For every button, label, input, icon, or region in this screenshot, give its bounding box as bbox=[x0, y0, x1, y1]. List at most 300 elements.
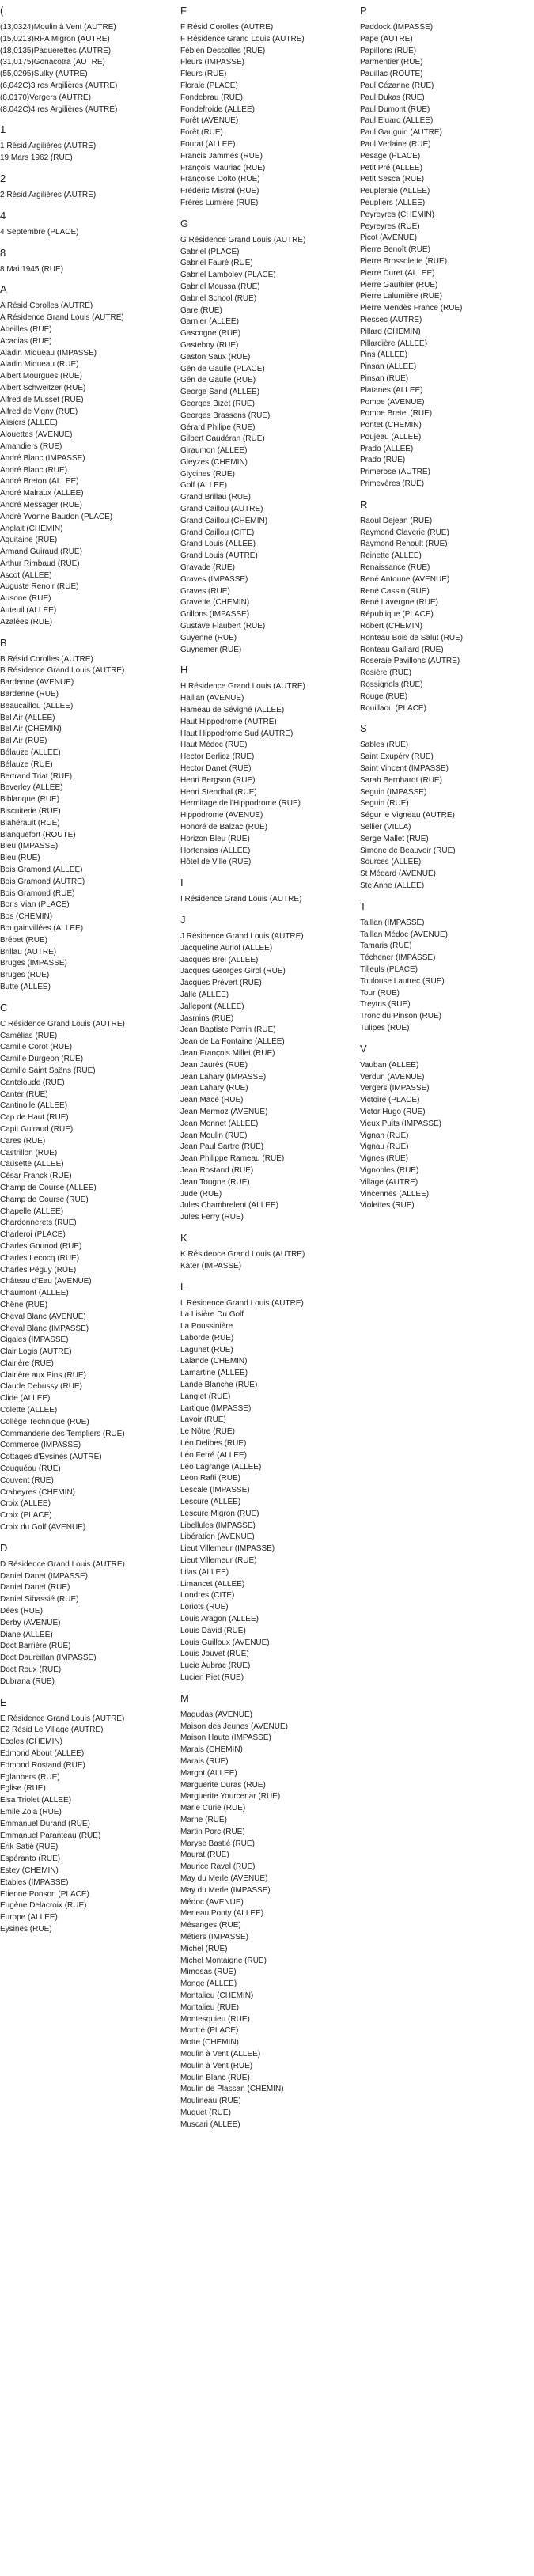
street-entry: Montré (PLACE) bbox=[180, 2026, 239, 2036]
letter-heading: T bbox=[360, 900, 366, 912]
street-entry: Sarah Bernhardt (RUE) bbox=[360, 775, 442, 785]
street-entry: Charles Lecocq (RUE) bbox=[0, 1253, 80, 1263]
street-entry: Gabriel Lamboley (PLACE) bbox=[180, 271, 276, 280]
street-entry: Grillons (IMPASSE) bbox=[180, 610, 250, 619]
street-entry: Pierre Mendès France (RUE) bbox=[360, 304, 463, 313]
street-entry: Henri Stendhal (RUE) bbox=[180, 787, 257, 797]
street-entry: Jalle (ALLEE) bbox=[180, 990, 229, 999]
street-entry: Maurice Ravel (RUE) bbox=[180, 1862, 256, 1872]
street-entry: Ste Anne (ALLEE) bbox=[360, 881, 425, 890]
street-entry: Raoul Dejean (RUE) bbox=[360, 516, 433, 525]
street-entry: Tulipes (RUE) bbox=[360, 1023, 410, 1032]
street-entry: 2 Résid Argilières (AUTRE) bbox=[0, 190, 97, 199]
street-entry: Pompe (AVENUE) bbox=[360, 397, 425, 407]
letter-section bbox=[360, 900, 534, 1035]
street-entry: Gilbert Caudéran (RUE) bbox=[180, 434, 265, 444]
street-entry: (6,042C)3 res Argilières (AUTRE) bbox=[0, 81, 118, 90]
street-entry: Vauban (ALLEE) bbox=[360, 1060, 419, 1070]
street-entry: F Résid Corolles (AUTRE) bbox=[180, 23, 274, 32]
street-entry: Jean Rostand (RUE) bbox=[180, 1165, 254, 1175]
street-entry: Vignes (RUE) bbox=[360, 1154, 408, 1164]
street-entry: Amandiers (RUE) bbox=[0, 441, 62, 451]
letter-heading: V bbox=[360, 1042, 367, 1055]
street-entry: Abeilles (RUE) bbox=[0, 324, 52, 334]
street-entry: Croix (ALLEE) bbox=[0, 1499, 51, 1509]
letter-heading: 2 bbox=[0, 172, 6, 184]
letter-section bbox=[0, 247, 176, 276]
street-entry: Doct Barrière (RUE) bbox=[0, 1642, 71, 1651]
street-entry: Taillan Médoc (AVENUE) bbox=[360, 930, 448, 939]
street-entry: Victoire (PLACE) bbox=[360, 1096, 420, 1105]
street-entry: Lieut Villemeur (IMPASSE) bbox=[180, 1544, 275, 1554]
street-entry: Croix (PLACE) bbox=[0, 1511, 52, 1521]
street-entry: Armand Guiraud (RUE) bbox=[0, 547, 82, 557]
street-entry: André Breton (ALLEE) bbox=[0, 477, 79, 487]
street-entry: Lescure (ALLEE) bbox=[180, 1498, 241, 1507]
street-entry: Moulin Blanc (RUE) bbox=[180, 2073, 250, 2082]
street-entry: Lescure Migron (RUE) bbox=[180, 1509, 259, 1518]
street-entry: Daniel Danet (RUE) bbox=[0, 1583, 70, 1593]
street-entry: Bruges (RUE) bbox=[0, 971, 50, 980]
street-entry: Seguin (IMPASSE) bbox=[360, 787, 427, 797]
street-entry: Emile Zola (RUE) bbox=[0, 1807, 62, 1816]
street-entry: Limancet (ALLEE) bbox=[180, 1579, 245, 1589]
letter-heading: B bbox=[0, 636, 7, 649]
street-entry: Georges Bizet (RUE) bbox=[180, 399, 255, 408]
street-entry: Laborde (RUE) bbox=[180, 1333, 234, 1343]
street-entry: Gérard Philipe (RUE) bbox=[180, 422, 256, 432]
street-entry: Vieux Puits (IMPASSE) bbox=[360, 1119, 441, 1128]
street-entry: Emmanuel Durand (RUE) bbox=[0, 1819, 90, 1828]
letter-section bbox=[0, 637, 176, 994]
street-entry: Léon Raffi (RUE) bbox=[180, 1474, 240, 1483]
street-entry: 8 Mai 1945 (RUE) bbox=[0, 264, 64, 274]
street-entry: Pauillac (ROUTE) bbox=[360, 70, 423, 79]
street-entry: G Résidence Grand Louis (AUTRE) bbox=[180, 235, 306, 244]
street-entry: Marne (RUE) bbox=[180, 1815, 227, 1824]
street-entry: Jean Moulin (RUE) bbox=[180, 1131, 248, 1140]
street-entry: Picot (AVENUE) bbox=[360, 233, 418, 243]
street-entry: Claude Debussy (RUE) bbox=[0, 1382, 82, 1392]
street-entry: Maurat (RUE) bbox=[180, 1851, 229, 1860]
street-entry: Camille Corot (RUE) bbox=[0, 1043, 73, 1052]
street-entry: Alfred de Vigny (RUE) bbox=[0, 407, 78, 416]
street-entry: Peupliers (ALLEE) bbox=[360, 198, 426, 207]
street-entry: Frédéric Mistral (RUE) bbox=[180, 187, 259, 196]
street-entry: George Sand (ALLEE) bbox=[180, 388, 260, 397]
street-entry: César Franck (RUE) bbox=[0, 1172, 72, 1181]
street-entry: Clair Logis (AUTRE) bbox=[0, 1347, 72, 1357]
street-entry: Capit Guiraud (RUE) bbox=[0, 1124, 74, 1134]
street-entry: Léo Lagrange (ALLEE) bbox=[180, 1462, 262, 1472]
street-entry: (15,0213)RPA Migron (AUTRE) bbox=[0, 34, 110, 44]
street-entry: Hortensias (ALLEE) bbox=[180, 846, 251, 855]
street-entry: Jean Jaurès (RUE) bbox=[180, 1060, 248, 1070]
street-entry: André Blanc (RUE) bbox=[0, 465, 68, 475]
street-entry: Tour (RUE) bbox=[360, 988, 400, 998]
street-entry: Gasteboy (RUE) bbox=[180, 340, 239, 350]
street-entry: Chaumont (ALLEE) bbox=[0, 1289, 69, 1298]
street-entry: Glycines (RUE) bbox=[180, 469, 235, 479]
street-entry: Sources (ALLEE) bbox=[360, 858, 422, 867]
street-entry: Gabriel Fauré (RUE) bbox=[180, 259, 253, 268]
street-entry: Paul Eluard (ALLEE) bbox=[360, 116, 434, 126]
street-entry: Jean Baptiste Perrin (RUE) bbox=[180, 1025, 276, 1035]
street-entry: A Résidence Grand Louis (AUTRE) bbox=[0, 313, 124, 323]
street-entry: Pompe Bretel (RUE) bbox=[360, 409, 433, 419]
street-entry: République (PLACE) bbox=[360, 610, 434, 619]
street-entry: Maryse Bastié (RUE) bbox=[180, 1839, 255, 1848]
letter-section bbox=[0, 123, 176, 165]
street-entry: René Cassin (RUE) bbox=[360, 586, 430, 596]
street-entry: Bois Gramond (RUE) bbox=[0, 888, 75, 898]
street-entry: Alouettes (AVENUE) bbox=[0, 430, 73, 440]
street-entry: Margot (ALLEE) bbox=[180, 1768, 237, 1778]
street-entry: Elsa Triolet (ALLEE) bbox=[0, 1796, 72, 1805]
street-entry: Jean Lahary (RUE) bbox=[180, 1084, 248, 1093]
street-entry: Aladin Miqueau (RUE) bbox=[0, 360, 79, 369]
street-entry: Crabeyres (CHEMIN) bbox=[0, 1487, 76, 1497]
street-entry: May du Merle (IMPASSE) bbox=[180, 1885, 271, 1895]
letter-heading: I bbox=[180, 877, 184, 889]
street-entry: Merleau Ponty (ALLEE) bbox=[180, 1909, 264, 1919]
street-entry: Montesquieu (RUE) bbox=[180, 2014, 250, 2024]
street-entry: Michel Montaigne (RUE) bbox=[180, 1956, 267, 1965]
letter-heading: G bbox=[180, 217, 189, 229]
street-entry: Clide (ALLEE) bbox=[0, 1394, 51, 1404]
street-entry: Guyenne (RUE) bbox=[180, 633, 237, 642]
street-entry: Gaston Saux (RUE) bbox=[180, 352, 251, 362]
street-entry: Beverley (ALLEE) bbox=[0, 783, 63, 793]
street-entry: Ascot (ALLEE) bbox=[0, 570, 52, 580]
street-entry: Edmond About (ALLEE) bbox=[0, 1749, 85, 1758]
street-entry: Giraumon (ALLEE) bbox=[180, 446, 248, 456]
street-entry: Muscari (ALLEE) bbox=[180, 2120, 240, 2129]
street-entry: Graves (IMPASSE) bbox=[180, 574, 248, 584]
street-entry: Pierre Lalumière (RUE) bbox=[360, 292, 442, 301]
street-entry: Pierre Brossolette (RUE) bbox=[360, 256, 448, 266]
street-entry: H Résidence Grand Louis (AUTRE) bbox=[180, 682, 305, 691]
street-entry: Biblanque (RUE) bbox=[0, 795, 60, 805]
street-entry: Forêt (RUE) bbox=[180, 128, 223, 138]
street-entry: Gabriel Moussa (RUE) bbox=[180, 282, 260, 291]
street-entry: J Résidence Grand Louis (AUTRE) bbox=[180, 931, 304, 941]
street-entry: André Malraux (ALLEE) bbox=[0, 489, 84, 498]
street-entry: Fébien Dessolles (RUE) bbox=[180, 46, 266, 55]
street-entry: Pape (AUTRE) bbox=[360, 34, 413, 44]
street-entry: Lilas (ALLEE) bbox=[180, 1567, 229, 1577]
letter-heading: E bbox=[0, 1695, 7, 1708]
street-entry: Maison des Jeunes (AVENUE) bbox=[180, 1722, 288, 1731]
street-entry: Boris Vian (PLACE) bbox=[0, 900, 70, 910]
street-entry: Cheval Blanc (IMPASSE) bbox=[0, 1324, 89, 1333]
street-entry: Verdun (AVENUE) bbox=[360, 1072, 425, 1082]
street-entry: Gustave Flaubert (RUE) bbox=[180, 622, 266, 631]
street-entry: Primevères (RUE) bbox=[360, 479, 425, 489]
street-entry: Jean Monnet (ALLEE) bbox=[180, 1119, 259, 1128]
street-entry: Saint Exupéry (RUE) bbox=[360, 752, 434, 762]
letter-heading: 4 bbox=[0, 209, 6, 222]
street-entry: Cigales (IMPASSE) bbox=[0, 1335, 69, 1345]
letter-section bbox=[360, 722, 534, 892]
street-entry: Langlet (RUE) bbox=[180, 1392, 231, 1401]
street-entry: Bélauze (RUE) bbox=[0, 760, 53, 769]
street-entry: Gravade (RUE) bbox=[180, 563, 235, 573]
street-entry: Haut Médoc (RUE) bbox=[180, 741, 248, 750]
street-entry: Edmond Rostand (RUE) bbox=[0, 1760, 85, 1770]
street-entry: Robert (CHEMIN) bbox=[360, 622, 422, 631]
letter-heading: C bbox=[0, 1001, 8, 1013]
street-entry: Bel Air (RUE) bbox=[0, 737, 47, 746]
street-entry: Charles Péguy (RUE) bbox=[0, 1265, 77, 1275]
street-entry: Piessec (AUTRE) bbox=[360, 315, 422, 324]
street-entry: Jean Paul Sartre (RUE) bbox=[180, 1142, 264, 1152]
letter-heading: 8 bbox=[0, 246, 6, 259]
letter-section bbox=[0, 283, 176, 628]
street-entry: Marguerite Duras (RUE) bbox=[180, 1780, 266, 1790]
street-entry: 1 Résid Argilières (AUTRE) bbox=[0, 142, 97, 151]
street-entry: Estey (CHEMIN) bbox=[0, 1866, 59, 1875]
street-entry: Pontet (CHEMIN) bbox=[360, 421, 422, 430]
street-entry: Fleurs (IMPASSE) bbox=[180, 58, 244, 67]
street-entry: Paddock (IMPASSE) bbox=[360, 23, 434, 32]
street-entry: Bleu (IMPASSE) bbox=[0, 842, 59, 851]
letter-section bbox=[180, 1232, 356, 1273]
street-entry: Grand Brillau (RUE) bbox=[180, 493, 251, 502]
street-entry: Anglait (CHEMIN) bbox=[0, 524, 63, 533]
street-entry: André Messager (RUE) bbox=[0, 500, 82, 510]
street-entry: Chapelle (ALLEE) bbox=[0, 1207, 64, 1216]
letter-section bbox=[0, 5, 176, 116]
street-entry: Espéranto (RUE) bbox=[0, 1854, 61, 1864]
street-entry: Bel Air (CHEMIN) bbox=[0, 725, 62, 734]
street-entry: Marais (RUE) bbox=[180, 1756, 229, 1766]
street-entry: Magudas (AVENUE) bbox=[180, 1710, 252, 1719]
street-entry: Chardonnerets (RUE) bbox=[0, 1218, 77, 1228]
street-entry: Louis David (RUE) bbox=[180, 1626, 246, 1635]
street-entry: Simone de Beauvoir (RUE) bbox=[360, 846, 456, 855]
street-entry: Treytns (RUE) bbox=[360, 1000, 411, 1010]
letter-section bbox=[180, 218, 356, 657]
street-entry: Rouillaou (PLACE) bbox=[360, 703, 426, 713]
street-entry: Lagunet (RUE) bbox=[180, 1345, 233, 1354]
street-entry: Lescale (IMPASSE) bbox=[180, 1486, 250, 1495]
street-entry: Camélias (RUE) bbox=[0, 1031, 58, 1040]
street-entry: Causette (ALLEE) bbox=[0, 1160, 64, 1169]
street-entry: Albert Mourgues (RUE) bbox=[0, 372, 82, 381]
street-entry: Jacques Brel (ALLEE) bbox=[180, 955, 259, 964]
street-entry: C Résidence Grand Louis (AUTRE) bbox=[0, 1019, 125, 1029]
street-entry: Lieut Villemeur (RUE) bbox=[180, 1556, 257, 1566]
street-entry: E Résidence Grand Louis (AUTRE) bbox=[0, 1714, 125, 1723]
street-entry: Dubrana (RUE) bbox=[0, 1676, 55, 1686]
street-entry: Pinsan (RUE) bbox=[360, 373, 409, 383]
street-entry: Croix du Golf (AVENUE) bbox=[0, 1523, 86, 1532]
letter-heading: A bbox=[0, 283, 7, 296]
street-entry: Saint Vincent (IMPASSE) bbox=[360, 764, 449, 774]
street-entry: Jean Macé (RUE) bbox=[180, 1096, 244, 1105]
street-entry: Serge Mallet (RUE) bbox=[360, 834, 429, 843]
street-entry: Azalées (RUE) bbox=[0, 617, 53, 627]
street-entry: Montalieu (RUE) bbox=[180, 2002, 239, 2012]
street-entry: Victor Hugo (RUE) bbox=[360, 1107, 426, 1116]
street-entry: Bois Gramond (ALLEE) bbox=[0, 866, 83, 875]
letter-section bbox=[180, 664, 356, 869]
street-entry: (8,0170)Vergers (AUTRE) bbox=[0, 93, 92, 102]
letter-heading: K bbox=[180, 1231, 187, 1244]
street-entry: B Résidence Grand Louis (AUTRE) bbox=[0, 666, 125, 676]
letter-section bbox=[180, 914, 356, 1224]
street-entry: Le Nôtre (RUE) bbox=[180, 1427, 235, 1437]
street-entry: Métiers (IMPASSE) bbox=[180, 1932, 248, 1941]
letter-section bbox=[0, 210, 176, 239]
street-entry: Fleurs (RUE) bbox=[180, 70, 227, 79]
street-entry: Lalande (CHEMIN) bbox=[180, 1357, 248, 1366]
street-entry: Louis Guilloux (AVENUE) bbox=[180, 1638, 270, 1647]
letter-section bbox=[360, 5, 534, 491]
street-entry: Rosière (RUE) bbox=[360, 669, 412, 678]
letter-section bbox=[360, 498, 534, 715]
street-entry: Eglise (RUE) bbox=[0, 1784, 46, 1794]
street-entry: Hector Danet (RUE) bbox=[180, 764, 252, 774]
street-entry: (18,0135)Paquerettes (AUTRE) bbox=[0, 46, 112, 55]
street-entry: Roseraie Pavillons (AUTRE) bbox=[360, 657, 460, 666]
street-entry: A Résid Corolles (AUTRE) bbox=[0, 301, 93, 311]
street-entry: Kater (IMPASSE) bbox=[180, 1261, 242, 1271]
street-entry: Georges Brassens (RUE) bbox=[180, 411, 271, 420]
letter-heading: D bbox=[0, 1541, 8, 1554]
street-entry: Brébet (RUE) bbox=[0, 935, 48, 945]
street-entry: Moulineau (RUE) bbox=[180, 2097, 241, 2106]
street-entry: Canter (RUE) bbox=[0, 1089, 48, 1099]
street-entry: Raymond Renoult (RUE) bbox=[360, 540, 448, 549]
letter-section bbox=[180, 5, 356, 210]
street-entry: (55,0295)Sulky (AUTRE) bbox=[0, 70, 88, 79]
street-entry: Graves (RUE) bbox=[180, 586, 230, 596]
letter-section bbox=[360, 1043, 534, 1212]
street-entry: Paul Gauguin (AUTRE) bbox=[360, 128, 442, 138]
street-entry: Blahérauit (RUE) bbox=[0, 818, 60, 828]
street-entry: B Résid Corolles (AUTRE) bbox=[0, 654, 93, 664]
street-entry: André Blanc (IMPASSE) bbox=[0, 453, 85, 463]
letter-heading: F bbox=[180, 5, 187, 17]
street-entry: Rossignols (RUE) bbox=[360, 680, 423, 690]
street-entry: Jacqueline Auriol (ALLEE) bbox=[180, 943, 273, 953]
street-entry: Hippodrome (AVENUE) bbox=[180, 811, 263, 820]
street-entry: Paul Verlaine (RUE) bbox=[360, 139, 431, 149]
street-entry: Bos (CHEMIN) bbox=[0, 912, 53, 922]
street-entry: Forêt (AVENUE) bbox=[180, 116, 239, 126]
street-entry: 19 Mars 1962 (RUE) bbox=[0, 153, 73, 163]
street-entry: René Lavergne (RUE) bbox=[360, 598, 438, 608]
street-entry: Acacias (RUE) bbox=[0, 336, 52, 346]
street-entry: Londres (CITE) bbox=[180, 1591, 235, 1601]
letter-section bbox=[0, 1002, 176, 1534]
street-entry: Petit Sesca (RUE) bbox=[360, 175, 425, 184]
street-entry: Commanderie des Templiers (RUE) bbox=[0, 1429, 125, 1438]
street-entry: Gravette (CHEMIN) bbox=[180, 598, 250, 608]
street-entry: Albert Schweitzer (RUE) bbox=[0, 383, 86, 392]
letter-heading: H bbox=[180, 664, 188, 676]
street-entry: Peyreyres (CHEMIN) bbox=[360, 210, 434, 219]
street-entry: Vergers (IMPASSE) bbox=[360, 1084, 430, 1093]
letter-section bbox=[0, 1542, 176, 1688]
street-entry: Aladin Miqueau (IMPASSE) bbox=[0, 348, 97, 358]
street-entry: La Lisière Du Golf bbox=[180, 1310, 244, 1320]
street-entry: Castrillon (RUE) bbox=[0, 1148, 58, 1157]
street-entry: Moulin à Vent (RUE) bbox=[180, 2061, 253, 2070]
street-entry: Champ de Course (ALLEE) bbox=[0, 1183, 97, 1192]
street-entry: Parmentier (RUE) bbox=[360, 58, 423, 67]
street-entry: May du Merle (AVENUE) bbox=[180, 1873, 268, 1883]
street-entry: Haillan (AVENUE) bbox=[180, 694, 244, 703]
street-entry: Haut Hippodrome Sud (AUTRE) bbox=[180, 729, 294, 738]
street-entry: E2 Résid Le Village (AUTRE) bbox=[0, 1726, 104, 1735]
street-entry: Moulin de Plassan (CHEMIN) bbox=[180, 2085, 284, 2094]
street-entry: Blanquefort (ROUTE) bbox=[0, 830, 76, 839]
street-entry: Aquitaine (RUE) bbox=[0, 536, 58, 545]
street-entry: Jean de La Fontaine (ALLEE) bbox=[180, 1037, 285, 1047]
street-entry: Vignobles (RUE) bbox=[360, 1165, 419, 1175]
street-entry: Ronteau Bois de Salut (RUE) bbox=[360, 633, 464, 642]
street-entry: Violettes (RUE) bbox=[360, 1201, 415, 1210]
street-entry: Alfred de Musset (RUE) bbox=[0, 395, 84, 404]
street-entry: Canteloude (RUE) bbox=[0, 1078, 65, 1087]
street-entry: Cantinolle (ALLEE) bbox=[0, 1101, 68, 1111]
street-entry: Grand Caillou (AUTRE) bbox=[180, 505, 263, 514]
street-entry: Monge (ALLEE) bbox=[180, 1979, 237, 1989]
street-entry: Ausone (RUE) bbox=[0, 594, 51, 604]
street-entry: Gén de Gaulle (PLACE) bbox=[180, 364, 265, 373]
street-entry: Tilleuls (PLACE) bbox=[360, 964, 418, 974]
street-entry: Fondefroide (ALLEE) bbox=[180, 104, 255, 114]
street-entry: Montalieu (CHEMIN) bbox=[180, 1991, 254, 2000]
street-entry: Ronteau Gaillard (RUE) bbox=[360, 645, 444, 654]
street-entry: Petit Pré (ALLEE) bbox=[360, 163, 422, 172]
street-entry: Eysines (RUE) bbox=[0, 1924, 52, 1934]
street-entry: Pierre Duret (ALLEE) bbox=[360, 268, 435, 278]
street-entry: St Médard (AVENUE) bbox=[360, 869, 436, 879]
street-entry: Gare (RUE) bbox=[180, 305, 222, 315]
street-entry: Bel Air (ALLEE) bbox=[0, 713, 55, 722]
street-entry: Jean Philippe Rameau (RUE) bbox=[180, 1154, 285, 1164]
street-entry: Jules Ferry (RUE) bbox=[180, 1213, 244, 1222]
street-entry: Collège Technique (RUE) bbox=[0, 1417, 89, 1426]
street-entry: Poujeau (ALLEE) bbox=[360, 432, 422, 441]
street-entry: Seguin (RUE) bbox=[360, 799, 409, 809]
street-entry: Gén de Gaulle (RUE) bbox=[180, 376, 256, 385]
street-entry: Jean François Millet (RUE) bbox=[180, 1048, 275, 1058]
street-entry: 4 Septembre (PLACE) bbox=[0, 227, 79, 237]
letter-heading: M bbox=[180, 1691, 189, 1704]
street-entry: Village (AUTRE) bbox=[360, 1177, 418, 1187]
street-entry: Pins (ALLEE) bbox=[360, 350, 408, 360]
street-entry: Raymond Claverie (RUE) bbox=[360, 528, 449, 537]
letter-section bbox=[180, 1281, 356, 1684]
street-entry: Marais (CHEMIN) bbox=[180, 1745, 243, 1755]
street-entry: Paul Dukas (RUE) bbox=[360, 93, 425, 102]
street-entry: Camille Durgeon (RUE) bbox=[0, 1055, 84, 1064]
street-entry: Biscuiterie (RUE) bbox=[0, 807, 61, 816]
street-entry: Arthur Rimbaud (RUE) bbox=[0, 559, 80, 568]
street-entry: Gascogne (RUE) bbox=[180, 329, 241, 339]
street-entry: Ecoles (CHEMIN) bbox=[0, 1737, 62, 1747]
street-entry: Tamaris (RUE) bbox=[360, 941, 412, 951]
street-entry: Pesage (PLACE) bbox=[360, 151, 421, 161]
street-entry: Hector Berlioz (RUE) bbox=[180, 752, 255, 762]
street-entry: Téchener (IMPASSE) bbox=[360, 953, 436, 963]
street-entry: Cap de Haut (RUE) bbox=[0, 1113, 69, 1123]
